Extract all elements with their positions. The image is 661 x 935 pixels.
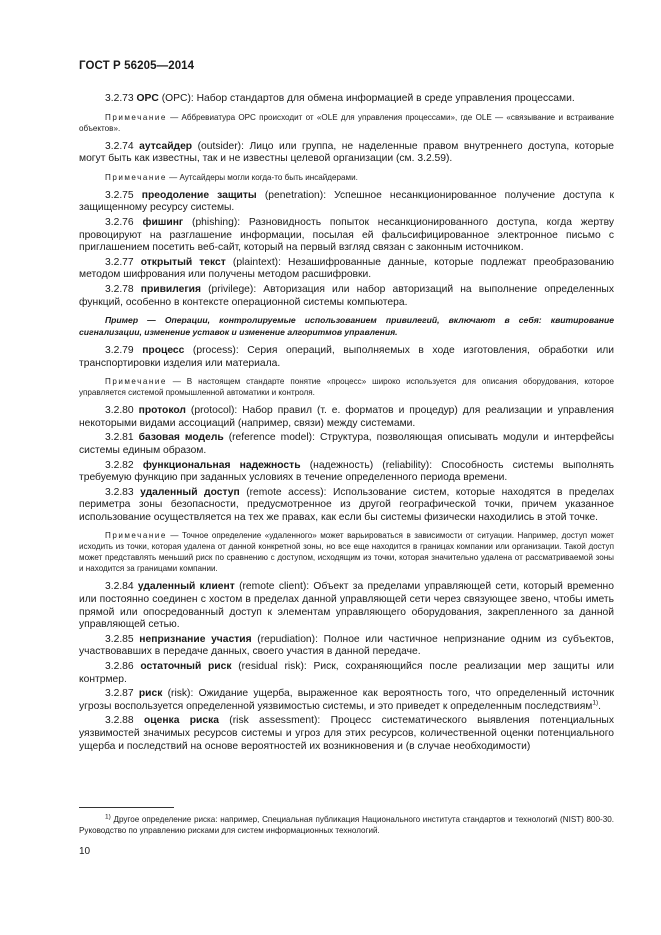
- entry-number: 3.2.87: [105, 688, 134, 700]
- entry-number: 3.2.83: [105, 486, 134, 498]
- entry-definition: (надежность) (reliability): Способность системы выполнять требуемую функцию при заданных условиях в течение определенного периода времени.: [79, 459, 614, 484]
- example-3-2-78: Пример — Операции, контролируемые использованием привилегий, включают в себя: квитирование сигнализации, изменение уставок и изменение алгоритмов управления.: [79, 315, 614, 337]
- entry-3-2-81: [79, 432, 614, 457]
- note-text: — Аутсайдеры могли когда-то быть инсайдерами.: [169, 172, 358, 182]
- entry-3-2-75: [79, 190, 614, 215]
- entry-term: аутсайдер: [139, 140, 193, 152]
- entry-number: 3.2.82: [105, 459, 134, 471]
- footnote: [79, 814, 614, 836]
- entry-3-2-76: [79, 217, 614, 255]
- entry-number: 3.2.73: [105, 93, 134, 104]
- entry-3-2-87: [79, 688, 614, 713]
- entry-3-2-84: [79, 581, 614, 631]
- entry-definition: (risk): Ожидание ущерба, выраженное как вероятность того, что определенный источник угрозы воспользуется определенной уязвимостью системы, и это приведет к определенным последствиям: [79, 688, 614, 712]
- entry-definition: (OPC): Набор стандартов для обмена информацией в среде управления процессами.: [161, 93, 575, 104]
- entry-end: .: [598, 700, 602, 712]
- entry-term: функциональная надежность: [142, 459, 301, 471]
- entry-3-2-78: [79, 284, 614, 309]
- entry-term: риск: [138, 688, 163, 700]
- entry-term: привилегия: [140, 283, 202, 295]
- entry-number: 3.2.78: [105, 283, 134, 295]
- entry-term: протокол: [138, 405, 186, 417]
- entry-3-2-77: [79, 257, 614, 282]
- entry-3-2-73: [79, 93, 614, 106]
- entry-definition: (plaintext): Незашифрованные данные, которые подлежат преобразованию методом шифрования или получены методом расшифровки.: [79, 256, 614, 281]
- entry-definition: (protocol): Набор правил (т. е. форматов и процедур) для реализации и управления некоторыми видами ассоциаций (например, связи) между системами.: [79, 405, 614, 429]
- entry-term: удаленный доступ: [140, 486, 240, 498]
- entry-number: 3.2.76: [105, 216, 134, 228]
- note-3-2-73: [79, 112, 614, 134]
- entry-3-2-86: [79, 661, 614, 686]
- entry-definition: (risk assessment): Процесс систематического выявления потенциальных уязвимостей значимых ресурсов системы и угроз для этих ресурсов, количественной оценки потенциального ущерба и последствий на основе вероятностей их возникновения и (в случае необходимости): [79, 715, 614, 752]
- entry-number: 3.2.77: [105, 256, 134, 268]
- footnote-mark: 1): [105, 813, 111, 821]
- footnote-ref[interactable]: 1): [592, 699, 599, 707]
- page-number: 10: [79, 846, 91, 857]
- entry-3-2-82: [79, 460, 614, 485]
- entry-definition: (residual risk): Риск, сохраняющийся после реализации мер защиты или контрмер.: [79, 661, 614, 685]
- entry-3-2-88: [79, 715, 614, 753]
- entry-term: OPC: [136, 93, 159, 104]
- entry-number: 3.2.85: [105, 633, 134, 645]
- note-text: — Точное определение «удаленного» может варьироваться в зависимости от ситуации. Например, доступ может исходить из точки, которая удалена от данной конкретной зоны, но все еще находится в границах компании или организации. Такой доступ может представлять меньший риск по сравнению с доступом, исходящим из точки, которая значительно удалена от рассматриваемой зоны и находится за границами компании.: [79, 531, 615, 574]
- entry-definition: (penetration): Успешное несанкционированное получение доступа к защищенному ресурсу системы.: [79, 189, 614, 214]
- entry-definition: (process): Серия операций, выполняемых в ходе изготовления, обработки или транспортировки изделия или материала.: [79, 344, 614, 369]
- note-label: Примечание: [105, 377, 167, 387]
- entry-term: непризнание участия: [139, 633, 252, 645]
- entry-term: остаточный риск: [140, 661, 232, 673]
- entry-number: 3.2.81: [105, 432, 134, 444]
- entry-3-2-85: [79, 634, 614, 659]
- document-code: ГОСТ Р 56205—2014: [79, 60, 195, 72]
- note-label: Примечание: [105, 531, 167, 541]
- note-3-2-79: [79, 376, 614, 398]
- footnote-divider: [79, 807, 174, 808]
- entry-number: 3.2.80: [105, 405, 134, 417]
- entry-definition: (privilege): Авторизация или набор авторизаций на выполнение определенных функций, особенно в контексте операционной системы компьютера.: [79, 283, 614, 308]
- note-3-2-74: [79, 172, 614, 183]
- entry-definition: (remote client): Объект за пределами управляющей сети, который временно или постоянно соединен с хостом в пределах данной управляющей сети через связующее звено, чтобы иметь прямой или опосредованный доступ к элементам управляющего оборудования, закрепленного за данной управляющей сетью.: [79, 581, 614, 631]
- entry-term: базовая модель: [138, 432, 224, 444]
- note-label: Примечание: [105, 172, 167, 182]
- entry-3-2-83: [79, 487, 614, 525]
- entry-definition: (remote access): Использование систем, которые находятся в пределах периметра зоны безопасности, предусмотренное из другой географической точки, причем указанное использование осуществляется на тех же правах, как если бы системы физически находились в этой точке.: [79, 486, 614, 523]
- entry-3-2-74: [79, 141, 614, 166]
- entry-term: открытый текст: [140, 256, 226, 268]
- entry-definition: (repudiation): Полное или частичное непризнание одним из субъектов, участвовавших в передаче данных, своего участия в данной передаче.: [79, 633, 614, 658]
- note-text: — Аббревиатура OPC происходит от «OLE для управления процессами», где OLE — «связывание и встраивание объектов».: [79, 112, 615, 133]
- entry-definition: (outsider): Лицо или группа, не наделенные правом внутреннего доступа, которые могут быть как известны, так и не известны целевой организации (см. 3.2.59).: [79, 140, 614, 165]
- note-label: Примечание: [105, 112, 167, 122]
- footnote-text: Другое определение риска: например, Специальная публикация Национального института стандартов и технологий (NIST) 800-30. Руководство по управлению рисками для систем информационных технологий.: [79, 815, 614, 835]
- page-content: [79, 93, 614, 755]
- note-text: — В настоящем стандарте понятие «процесс» широко используется для описания оборудования, которое управляется системой промышленной автоматики и контроля.: [79, 377, 614, 398]
- entry-number: 3.2.88: [105, 715, 134, 727]
- entry-number: 3.2.86: [105, 661, 134, 673]
- entry-number: 3.2.75: [105, 189, 134, 201]
- entry-number: 3.2.84: [105, 581, 134, 593]
- entry-definition: (phishing): Разновидность попыток несанкционированного доступа, когда жертву провоцируют на разглашение информации, посылая ей фальсифицированное электронное письмо с приглашением посетить веб-сайт, который на первый взгляд связан с законным источником.: [79, 216, 614, 254]
- entry-term: удаленный клиент: [137, 581, 235, 593]
- entry-3-2-79: [79, 345, 614, 370]
- entry-3-2-80: [79, 405, 614, 430]
- entry-number: 3.2.79: [105, 344, 134, 356]
- entry-number: 3.2.74: [105, 140, 134, 152]
- entry-term: оценка риска: [143, 715, 219, 727]
- entry-definition: (reference model): Структура, позволяющая описывать модули и интерфейсы системы единым образом.: [79, 432, 614, 456]
- note-3-2-83: [79, 530, 614, 574]
- entry-term: процесс: [142, 344, 185, 356]
- entry-term: преодоление защиты: [141, 189, 257, 201]
- entry-term: фишинг: [142, 216, 184, 228]
